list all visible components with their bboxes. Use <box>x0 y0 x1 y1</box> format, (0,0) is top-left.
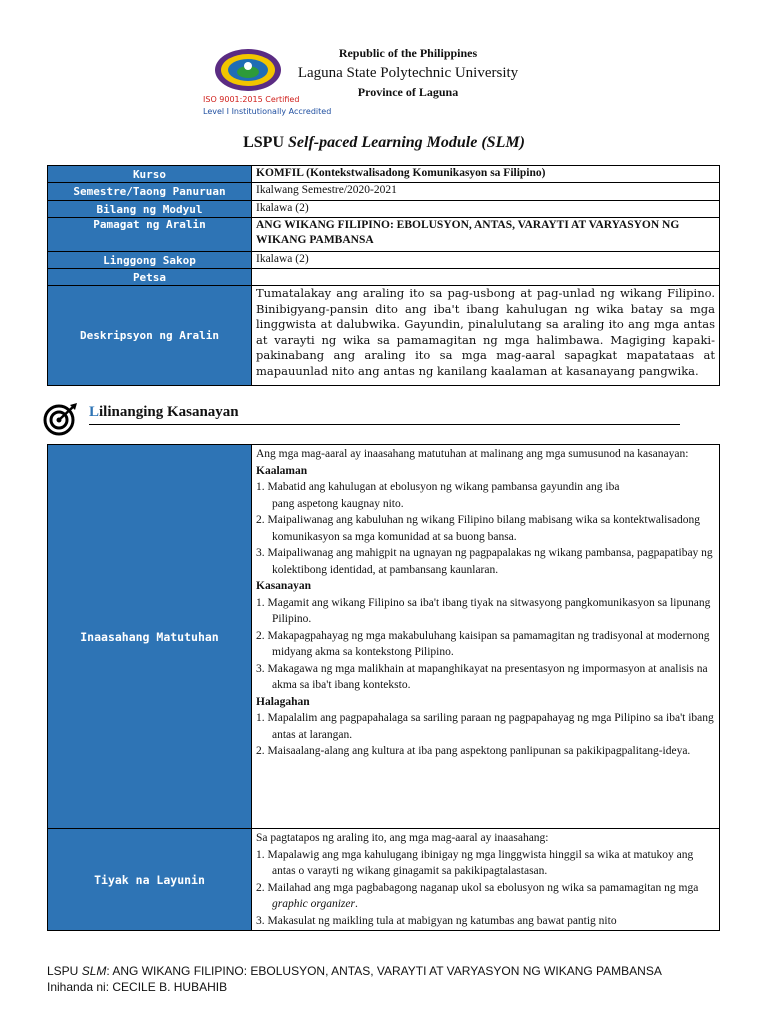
semestre-value: Ikalwang Semestre/2020-2021 <box>252 183 720 201</box>
kasanayan-item-3: 3. Makagawa ng mga malikhain at mapanghikayat na presentasyon ng impormasyon at analisis na akma sa iba't ibang konteksto. <box>256 662 708 691</box>
kaalaman-item-3: 3. Maipaliwanag ang mahigpit na ugnayan ng pagpapalakas ng wikang pambansa, pagpapatibay ng kolektibong identidad, at pambansang kaunlaran. <box>256 547 713 576</box>
section-divider <box>89 424 680 425</box>
inaasahang-content <box>252 445 720 829</box>
tiyak-item-2-end: . <box>354 898 358 910</box>
section-title-rest: ilinanging Kasanayan <box>99 404 239 420</box>
table-row <box>48 218 720 252</box>
tiyak-content <box>252 829 720 931</box>
section-title-initial: L <box>89 404 100 420</box>
tiyak-item-2-italic: graphic organizer <box>272 898 355 910</box>
linggong-value: Ikalawa (2) <box>252 252 720 269</box>
kasanayan-item-1: 1. Magamit ang wikang Filipino sa iba't ibang tiyak na sitwasyong pangkomunikasyon sa lipunang Pilipino. <box>256 596 711 625</box>
kaalaman-item-2: 2. Maipaliwanag ang kabuluhan ng wikang Filipino bilang mabisang wika sa kontektwalisadong komunikasyon sa mga komunidad at sa buong bansa. <box>256 514 700 543</box>
table-row <box>48 269 720 286</box>
header-university: Laguna State Polytechnic University <box>297 65 519 81</box>
objectives-table <box>47 444 720 931</box>
table-row <box>48 201 720 218</box>
section-title <box>89 404 239 421</box>
objectives-intro: Ang mga mag-aaral ay inaasahang matutuhan at malinang ang mga sumusunod na kasanayan: <box>256 448 689 460</box>
kaalaman-heading: Kaalaman <box>256 464 308 477</box>
footer-italic: SLM <box>81 964 107 978</box>
halagahan-item-1: 1. Mapalalim ang pagpapahalaga sa sariling paraan ng pagpapahayag ng mga Pilipino sa iba't ibang antas at larangan. <box>256 712 714 741</box>
deskripsyon-value: Tumatalakay ang araling ito sa pag-usbong at pag-unlad ng wikang Filipino. Binibigyang-pansin dito ang iba't ibang kahulugan ng wika batay sa mga linggwista at dalubwika. Gayundin, pinalulutang sa araling ito ang mga antas at varayti ng wika sa pamamagitan ng mga halimbawa. Magiging kapaki-pakinabang ang araling ito sa mga mag-aaral sapagkat mapatataas at mapauunlad nito ang antas ng kanilang kaalaman at kasanayang pangwika. <box>252 286 720 386</box>
pamagat-label: Pamagat ng Aralin <box>48 218 252 252</box>
modyul-value: Ikalawa (2) <box>252 201 720 218</box>
module-title <box>0 134 768 152</box>
table-row <box>48 286 720 386</box>
iso-certification: ISO 9001:2015 Certified <box>203 95 300 104</box>
tiyak-item-3: 3. Makasulat ng maikling tula at mabigyan ng katumbas ang bawat pantig nito <box>256 914 617 927</box>
linggong-label: Linggong Sakop <box>48 252 252 269</box>
table-row <box>48 445 720 829</box>
tiyak-intro: Sa pagtatapos ng araling ito, ang mga mag-aaral ay inaasahang: <box>256 832 549 844</box>
accreditation-text: Level I Institutionally Accredited <box>203 107 332 116</box>
footer-title: : ANG WIKANG FILIPINO: EBOLUSYON, ANTAS, VARAYTI AT VARYASYON NG WIKANG PAMBANSA <box>106 964 662 978</box>
module-title-prefix: LSPU <box>243 134 289 151</box>
module-title-italic: Self-paced Learning Module (SLM) <box>288 134 525 151</box>
kaalaman-item-1-cont: pang aspetong kaugnay nito. <box>272 497 404 510</box>
table-row <box>48 252 720 269</box>
university-seal-logo <box>213 48 283 92</box>
footer-prefix: LSPU <box>47 964 82 978</box>
petsa-value <box>252 269 720 286</box>
footer-author: Inihanda ni: CECILE B. HUBAHIB <box>47 980 228 994</box>
table-row <box>48 183 720 201</box>
kurso-value: KOMFIL (Kontekstwalisadong Komunikasyon sa Filipino) <box>252 166 720 183</box>
tiyak-item-2 <box>256 880 715 913</box>
modyul-label: Bilang ng Modyul <box>48 201 252 218</box>
kasanayan-heading: Kasanayan <box>256 580 311 592</box>
petsa-label: Petsa <box>48 269 252 286</box>
kaalaman-item-1: 1. Mabatid ang kahulugan at ebolusyon ng wikang pambansa gayundin ang iba <box>256 481 620 493</box>
tiyak-item-1: 1. Mapalawig ang mga kahulugang ibinigay ng mga linggwista hinggil sa wika at matukoy ang antas o varayti ng wikang ginagamit sa pakikipagtalastasan. <box>256 848 694 877</box>
table-row <box>48 829 720 931</box>
footer-line-1 <box>47 963 662 979</box>
section-heading <box>42 398 722 438</box>
deskripsyon-label: Deskripsyon ng Aralin <box>48 286 252 386</box>
kurso-label: Kurso <box>48 166 252 183</box>
course-info-table <box>47 165 720 386</box>
halagahan-heading: Halagahan <box>256 695 310 708</box>
semestre-label: Semestre/Taong Panuruan <box>48 183 252 201</box>
tiyak-item-2-text: 2. Mailahad ang mga pagbabagong naganap ukol sa ebolusyon ng wika sa pamamagitan ng mga <box>256 881 699 894</box>
page-footer <box>47 963 662 995</box>
table-row <box>48 166 720 183</box>
halagahan-item-2: 2. Maisaalang-alang ang kultura at iba pang aspektong panlipunan sa pakikipagpalitang-ideya. <box>256 745 691 757</box>
tiyak-label: Tiyak na Layunin <box>48 829 252 931</box>
pamagat-value: ANG WIKANG FILIPINO: EBOLUSYON, ANTAS, VARAYTI AT VARYASYON NG WIKANG PAMBANSA <box>252 218 720 252</box>
kasanayan-item-2: 2. Makapagpahayag ng mga makabuluhang kaisipan sa pamamagitan ng tradisyonal at modernong midyang akma sa kontekstong Pilipino. <box>256 629 710 658</box>
target-icon <box>42 402 82 436</box>
inaasahang-label: Inaasahang Matutuhan <box>48 445 252 829</box>
header-republic: Republic of the Philippines <box>338 46 478 60</box>
header-province: Province of Laguna <box>357 85 459 99</box>
letterhead <box>0 40 768 130</box>
